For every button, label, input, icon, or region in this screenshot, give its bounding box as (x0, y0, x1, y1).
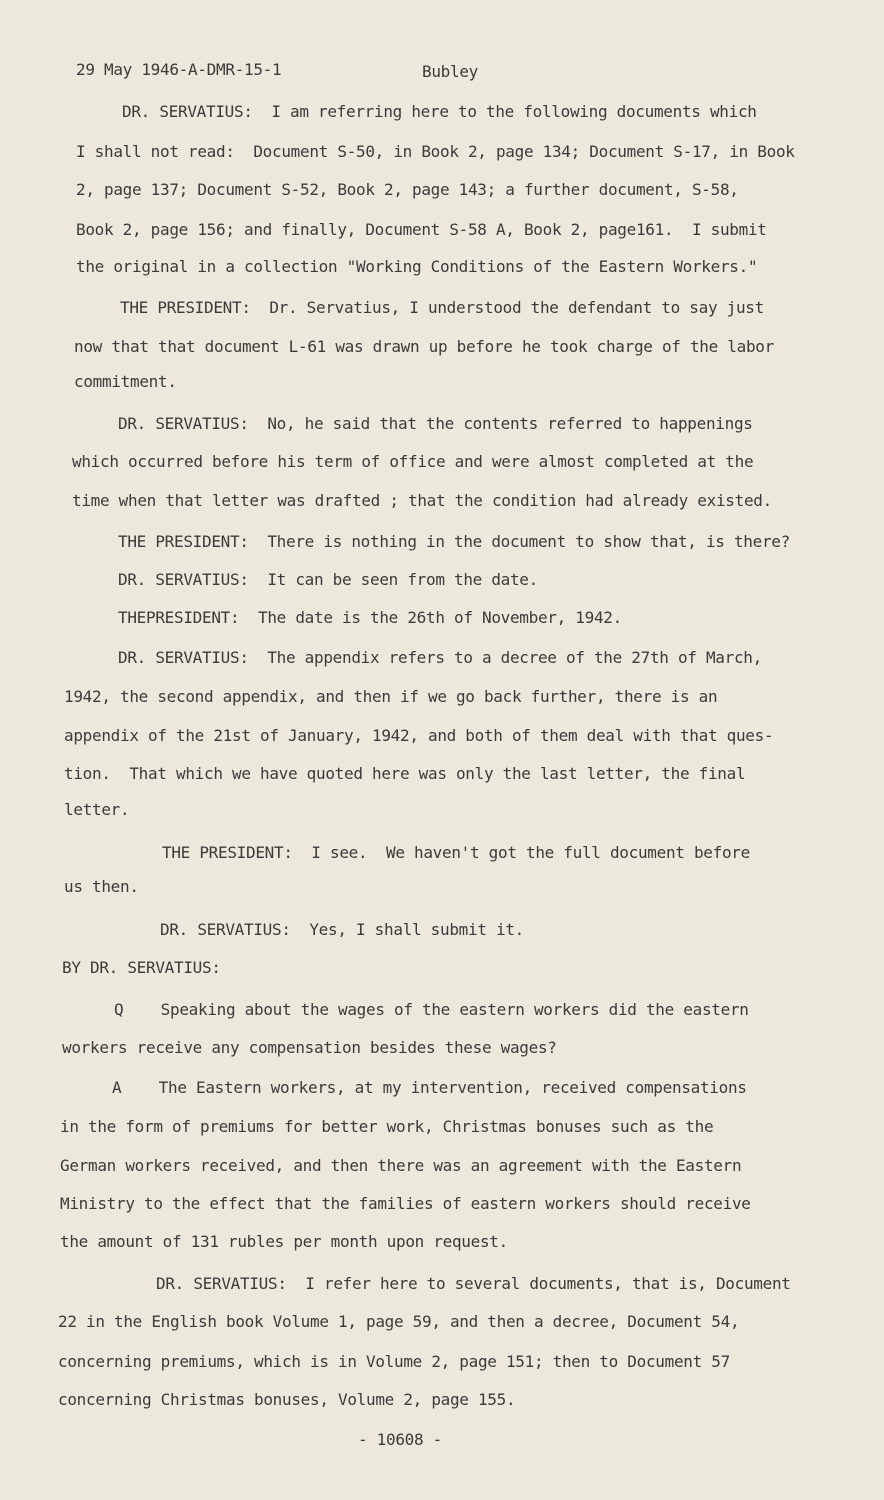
text-line: I shall not read: Document S-50, in Book 2, page 134; Document S-17, in Book (76, 142, 795, 161)
text-line: which occurred before his term of office and were almost completed at the (72, 452, 754, 471)
text-line: tion. That which we have quoted here was only the last letter, the final (64, 764, 746, 783)
text-line: DR. SERVATIUS: No, he said that the contents referred to happenings (118, 414, 753, 433)
text-line: now that that document L-61 was drawn up before he took charge of the labor (74, 337, 774, 356)
text-line: time when that letter was drafted ; that the condition had already existed. (72, 491, 772, 510)
text-line: THE PRESIDENT: I see. We haven't got the full document before (162, 843, 750, 862)
text-line: THEPRESIDENT: The date is the 26th of November, 1942. (118, 608, 622, 627)
text-line: DR. SERVATIUS: I refer here to several documents, that is, Document (156, 1274, 791, 1293)
text-line: DR. SERVATIUS: It can be seen from the date. (118, 570, 538, 589)
text-line: the amount of 131 rubles per month upon request. (60, 1232, 508, 1251)
text-line: Q Speaking about the wages of the eastern workers did the eastern (114, 1000, 749, 1019)
text-line: Ministry to the effect that the families of eastern workers should receive (60, 1194, 751, 1213)
text-line: A The Eastern workers, at my intervention, received compensations (112, 1078, 747, 1097)
text-line: letter. (64, 800, 130, 819)
text-line: Book 2, page 156; and finally, Document S-58 A, Book 2, page161. I submit (76, 220, 767, 239)
text-line: BY DR. SERVATIUS: (62, 958, 221, 977)
text-line: concerning Christmas bonuses, Volume 2, page 155. (58, 1390, 516, 1409)
text-line: the original in a collection "Working Conditions of the Eastern Workers." (76, 257, 758, 276)
text-line: 22 in the English book Volume 1, page 59, and then a decree, Document 54, (58, 1312, 740, 1331)
text-line: DR. SERVATIUS: Yes, I shall submit it. (160, 920, 524, 939)
text-line: us then. (64, 877, 139, 896)
text-line: THE PRESIDENT: Dr. Servatius, I understood the defendant to say just (120, 298, 764, 317)
header-reference: 29 May 1946-A-DMR-15-1 (76, 60, 282, 79)
text-line: 2, page 137; Document S-52, Book 2, page 143; a further document, S-58, (76, 180, 739, 199)
text-line: appendix of the 21st of January, 1942, and both of them deal with that ques- (64, 726, 774, 745)
text-line: concerning premiums, which is in Volume 2, page 151; then to Document 57 (58, 1352, 730, 1371)
text-line: 1942, the second appendix, and then if we go back further, there is an (64, 687, 718, 706)
page-number: - 10608 - (358, 1430, 442, 1449)
text-line: in the form of premiums for better work, Christmas bonuses such as the (60, 1117, 714, 1136)
text-line: DR. SERVATIUS: The appendix refers to a decree of the 27th of March, (118, 648, 762, 667)
text-line: German workers received, and then there was an agreement with the Eastern (60, 1156, 742, 1175)
text-line: commitment. (74, 372, 177, 391)
text-line: workers receive any compensation besides these wages? (62, 1038, 557, 1057)
text-line: THE PRESIDENT: There is nothing in the document to show that, is there? (118, 532, 790, 551)
header-reporter: Bubley (422, 62, 478, 81)
text-line: DR. SERVATIUS: I am referring here to the following documents which (122, 102, 757, 121)
